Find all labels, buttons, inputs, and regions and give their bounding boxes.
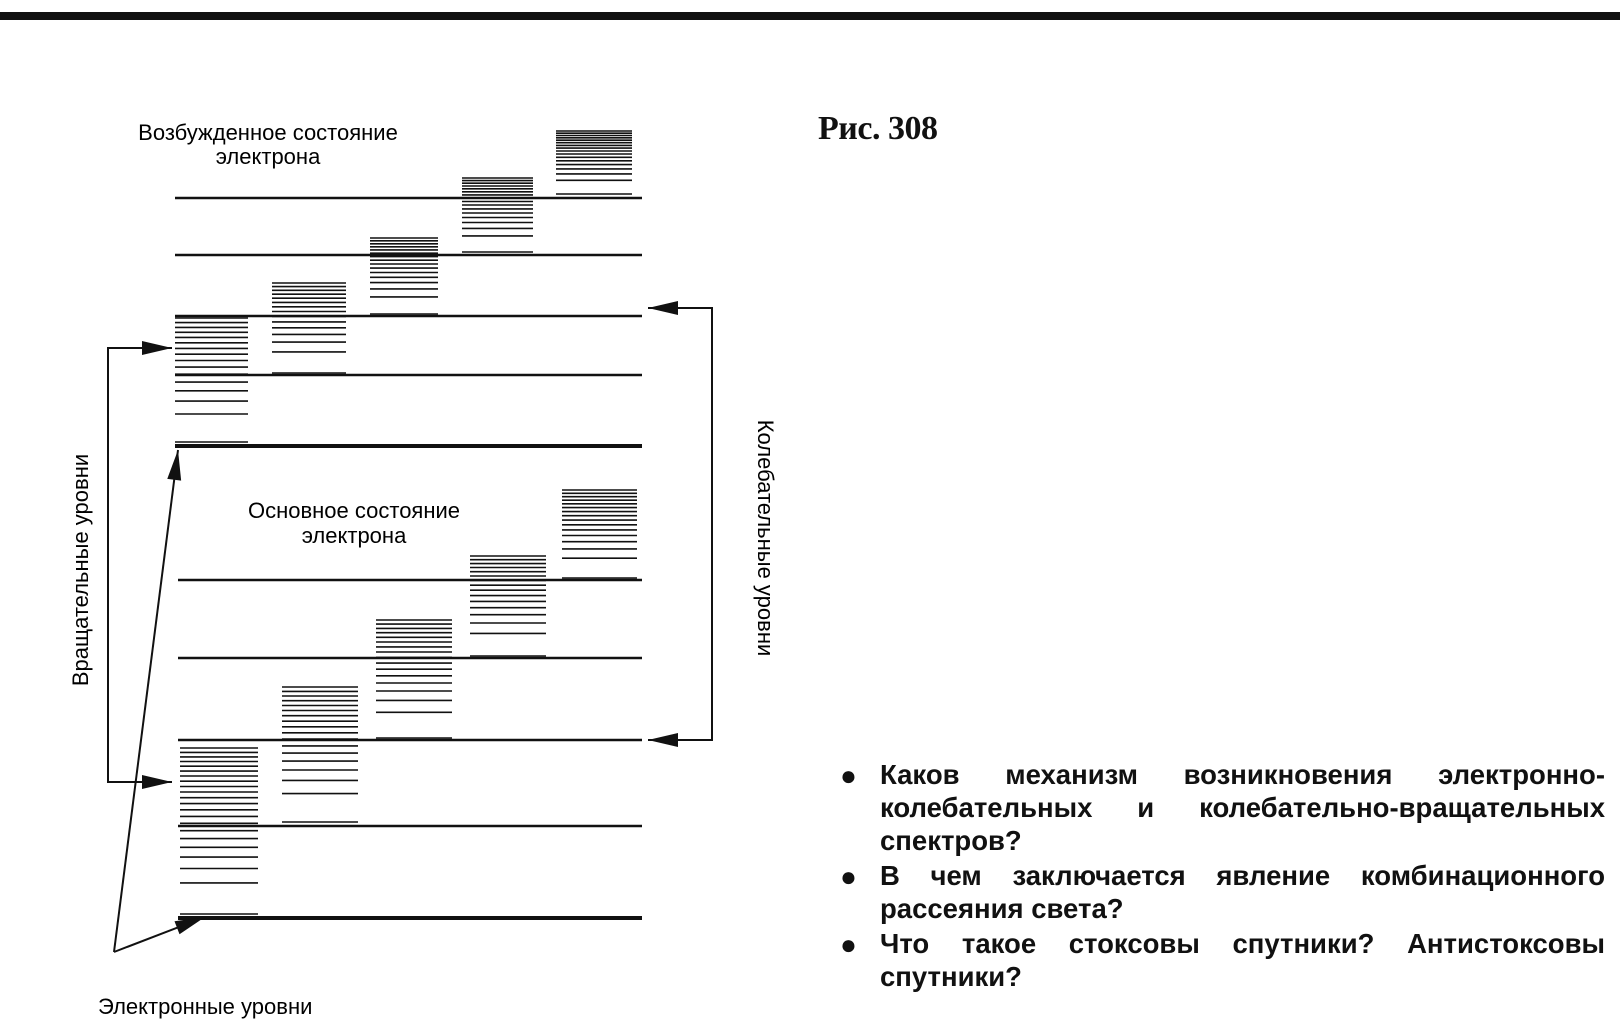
question-text: В чем заключается явление комбинационного рассеяния света?	[880, 860, 1605, 924]
ground-state-label-1: Основное состояние	[247, 498, 461, 523]
question-text: Что такое стоксовы спутники? Антистоксовы спутники?	[880, 928, 1605, 992]
question-text: Каков механизм возникновения электронно-колебательных и колебательно-вращательных спектров?	[880, 759, 1605, 856]
question-item	[840, 859, 1605, 925]
arrowhead-icon	[142, 341, 172, 355]
bullet-icon: ●	[840, 929, 857, 960]
arrowhead-icon	[648, 733, 678, 747]
energy-levels	[175, 131, 642, 918]
rotational-levels-label: Вращательные уровни	[68, 453, 93, 687]
bullet-icon: ●	[840, 760, 857, 791]
ground-state-label-2: электрона	[301, 523, 407, 548]
excited-state-label-2: электрона	[215, 144, 321, 169]
excited-state-label-1: Возбужденное состояние	[138, 120, 398, 145]
arrows	[108, 301, 712, 952]
question-list	[840, 758, 1605, 995]
question-item	[840, 758, 1605, 857]
question-item	[840, 927, 1605, 993]
electronic-pointer-upper	[114, 450, 178, 952]
vibrational-bracket	[648, 308, 712, 740]
arrowhead-icon	[142, 775, 172, 789]
arrowhead-icon	[167, 450, 181, 481]
arrowhead-icon	[648, 301, 678, 315]
electronic-levels-label: Электронные уровни	[98, 994, 313, 1019]
vibrational-levels-label: Колебательные уровни	[753, 419, 778, 657]
bullet-icon: ●	[840, 861, 857, 892]
figure-caption: Рис. 308	[818, 110, 938, 147]
